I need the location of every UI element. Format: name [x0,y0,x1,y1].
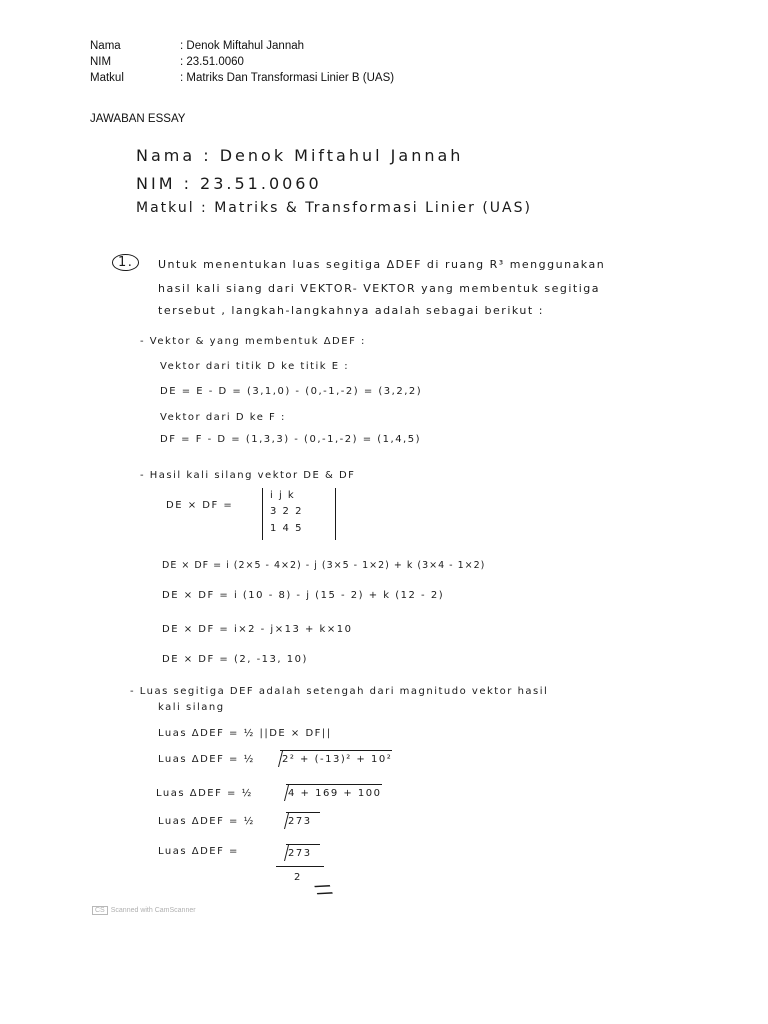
hw-intro-1: Untuk menentukan luas segitiga ΔDEF di ruang R³ menggunakan [158,258,606,271]
hw-nim: NIM : 23.51.0060 [136,174,322,193]
camscanner-watermark [92,906,196,915]
hw-luas5-denominator: 2 [294,872,302,883]
hw-luas2-radicand: 2² + (-13)² + 10² [282,754,393,765]
hw-step1: - Vektor & yang membentuk ΔDEF : [140,336,366,347]
hw-luas5-numerator: 273 [288,848,312,859]
header-value: : Matriks Dan Transformasi Linier B (UAS) [180,72,395,84]
hw-det-lhs: DE × DF = [166,500,234,511]
hw-calc3: DE × DF = i×2 - j×13 + k×10 [162,624,353,635]
header-value: : 23.51.0060 [180,56,244,68]
hw-det-row1: i j k [270,490,296,501]
fraction-bar [276,866,324,867]
sqrt-symbol [286,784,382,785]
header-row-nama [90,38,304,54]
hw-step1a: Vektor dari titik D ke titik E : [160,361,350,372]
header-row-matkul [90,70,394,86]
hw-step3a: - Luas segitiga DEF adalah setengah dari magnitudo vektor hasil [130,686,549,697]
final-answer-mark: // [311,879,337,902]
hw-step1c: Vektor dari D ke F : [160,412,286,423]
header-key: Matkul [90,72,124,84]
scanned-answer-image [90,136,642,918]
camscanner-text: Scanned with CamScanner [110,907,196,914]
hw-luas2-lhs: Luas ΔDEF = ½ [158,754,255,765]
hw-luas4-lhs: Luas ΔDEF = ½ [158,816,255,827]
camscanner-logo: CS [92,906,108,915]
hw-step2: - Hasil kali silang vektor DE & DF [140,470,356,481]
hw-luas3-lhs: Luas ΔDEF = ½ [156,788,253,799]
header-value: : Denok Miftahul Jannah [180,40,305,52]
question-number-circle: 1. [112,254,139,271]
hw-nama: Nama : Denok Miftahul Jannah [136,146,464,165]
hw-step3b: kali silang [158,702,225,713]
hw-luas1: Luas ΔDEF = ½ ||DE × DF|| [158,728,332,739]
hw-calc2: DE × DF = i (10 - 8) - j (15 - 2) + k (12 - 2) [162,590,445,601]
sqrt-symbol [286,844,320,845]
hw-intro-2: hasil kali siang dari VEKTOR- VEKTOR yang membentuk segitiga [158,282,600,295]
hw-luas4-radicand: 273 [288,816,312,827]
hw-intro-3: tersebut , langkah-langkahnya adalah sebagai berikut : [158,304,544,317]
hw-calc4: DE × DF = (2, -13, 10) [162,654,308,665]
hw-luas3-radicand: 4 + 169 + 100 [288,788,382,799]
sqrt-symbol [280,750,392,751]
hw-calc1: DE × DF = i (2×5 - 4×2) - j (3×5 - 1×2) + k (3×4 - 1×2) [162,560,486,571]
sqrt-symbol [286,812,320,813]
section-title: JAWABAN ESSAY [90,113,186,125]
hw-step1b: DE = E - D = (3,1,0) - (0,-1,-2) = (3,2,2) [160,386,423,397]
hw-det-row2: 3 2 2 [270,506,303,517]
header-row-nim [90,54,244,70]
header-key: NIM [90,56,112,68]
hw-luas5-lhs: Luas ΔDEF = [158,846,239,857]
hw-det-row3: 1 4 5 [270,523,303,534]
hw-step1d: DF = F - D = (1,3,3) - (0,-1,-2) = (1,4,5) [160,434,422,445]
hw-matkul: Matkul : Matriks & Transformasi Linier (UAS) [136,200,532,216]
header-key: Nama [90,40,121,52]
